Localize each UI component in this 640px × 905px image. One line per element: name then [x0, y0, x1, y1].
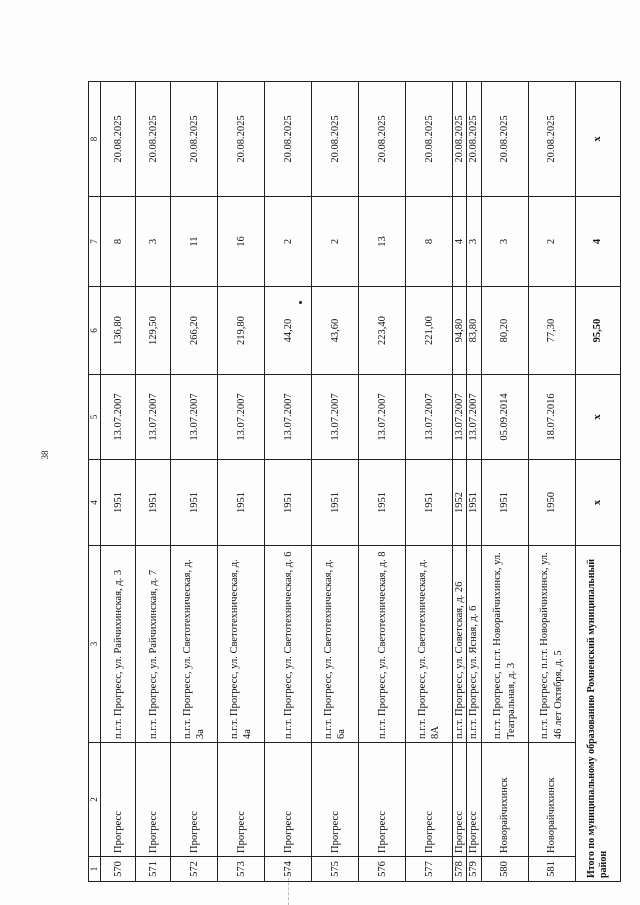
- count-cell: 8: [101, 197, 136, 287]
- address-cell: п.г.т. Прогресс, ул. Светотехническая, д. 8А: [406, 546, 453, 743]
- settlement-cell: Прогресс: [453, 743, 467, 857]
- deadline-cell: 20.08.2025: [481, 82, 528, 197]
- total-deadline: х: [575, 82, 620, 197]
- settlement-cell: Новорайчихинск: [481, 743, 528, 857]
- header-cell: 4: [89, 460, 101, 546]
- deadline-cell: 20.08.2025: [265, 82, 312, 197]
- rotated-table-container: [88, 82, 609, 882]
- settlement-cell: Прогресс: [136, 743, 171, 857]
- row-number-cell: 573: [218, 857, 265, 882]
- year-cell: 1951: [136, 460, 171, 546]
- address-cell: п.г.т. Прогресс, ул. Райчихинская, д. 3: [101, 546, 136, 743]
- table-row: [528, 82, 575, 882]
- table-row: [101, 82, 136, 882]
- row-number-cell: 579: [467, 857, 481, 882]
- deadline-cell: 20.08.2025: [312, 82, 359, 197]
- area-cell: 221,00: [406, 287, 453, 375]
- date-cell: 13.07.2007: [453, 375, 467, 460]
- date-cell: 13.07.2007: [359, 375, 406, 460]
- header-cell: 7: [89, 197, 101, 287]
- count-cell: 13: [359, 197, 406, 287]
- count-cell: 11: [171, 197, 218, 287]
- address-cell: п.г.т. Прогресс, ул. Светотехническая, д. 3а: [171, 546, 218, 743]
- row-number-cell: 575: [312, 857, 359, 882]
- count-cell: 4: [453, 197, 467, 287]
- area-cell: 223,40: [359, 287, 406, 375]
- count-cell: 2: [312, 197, 359, 287]
- row-number-cell: 574: [265, 857, 312, 882]
- table-row: [218, 82, 265, 882]
- row-number-cell: 571: [136, 857, 171, 882]
- settlement-cell: Прогресс: [359, 743, 406, 857]
- row-number-cell: 580: [481, 857, 528, 882]
- table-row: [406, 82, 453, 882]
- area-cell: 136,80: [101, 287, 136, 375]
- count-cell: 3: [467, 197, 481, 287]
- table-row: [467, 82, 481, 882]
- area-cell: 43,60: [312, 287, 359, 375]
- header-row: [89, 82, 101, 882]
- year-cell: 1950: [528, 460, 575, 546]
- deadline-cell: 20.08.2025: [218, 82, 265, 197]
- table-row: [312, 82, 359, 882]
- address-cell: п.г.т. Прогресс, ул. Светотехническая, д. 4а: [218, 546, 265, 743]
- date-cell: 13.07.2007: [136, 375, 171, 460]
- total-row: [575, 82, 620, 882]
- count-cell: 16: [218, 197, 265, 287]
- settlement-cell: Прогресс: [265, 743, 312, 857]
- date-cell: 13.07.2007: [218, 375, 265, 460]
- settlement-cell: Прогресс: [171, 743, 218, 857]
- year-cell: 1951: [481, 460, 528, 546]
- deadline-cell: 20.08.2025: [101, 82, 136, 197]
- table-row: [359, 82, 406, 882]
- date-cell: 13.07.2007: [467, 375, 481, 460]
- deadline-cell: 20.08.2025: [136, 82, 171, 197]
- header-cell: 5: [89, 375, 101, 460]
- year-cell: 1951: [406, 460, 453, 546]
- header-cell: 8: [89, 82, 101, 197]
- year-cell: 1951: [101, 460, 136, 546]
- deadline-cell: 20.08.2025: [406, 82, 453, 197]
- date-cell: 13.07.2007: [406, 375, 453, 460]
- header-cell: 1: [89, 857, 101, 882]
- address-cell: п.г.т. Прогресс, ул. Светотехническая, д. 6а: [312, 546, 359, 743]
- table-row: [481, 82, 528, 882]
- area-cell: 80,20: [481, 287, 528, 375]
- year-cell: 1951: [265, 460, 312, 546]
- address-cell: п.г.т. Прогресс, п.г.т. Новорайчихинск, ул. 46 лет Октября, д. 5: [528, 546, 575, 743]
- total-area: 95,50: [575, 287, 620, 375]
- table-row: [265, 82, 312, 882]
- count-cell: 8: [406, 197, 453, 287]
- settlement-cell: Прогресс: [101, 743, 136, 857]
- table-row: [171, 82, 218, 882]
- year-cell: 1951: [218, 460, 265, 546]
- settlement-cell: Прогресс: [218, 743, 265, 857]
- date-cell: 05.09.2014: [481, 375, 528, 460]
- address-cell: п.г.т. Прогресс, ул. Райчихинская, д. 7: [136, 546, 171, 743]
- deadline-cell: 20.08.2025: [453, 82, 467, 197]
- settlement-cell: Новорайчихинск: [528, 743, 575, 857]
- row-number-cell: 576: [359, 857, 406, 882]
- row-number-cell: 572: [171, 857, 218, 882]
- address-cell: п.г.т. Прогресс, ул. Ясная, д. 6: [467, 546, 481, 743]
- address-cell: п.г.т. Прогресс, ул. Светотехническая, д. 6: [265, 546, 312, 743]
- area-cell: 94,80: [453, 287, 467, 375]
- row-number-cell: 581: [528, 857, 575, 882]
- area-cell: 44,20: [265, 287, 312, 375]
- date-cell: 18.07.2016: [528, 375, 575, 460]
- area-cell: 219,80: [218, 287, 265, 375]
- address-cell: п.г.т. Прогресс, ул. Светотехническая, д. 8: [359, 546, 406, 743]
- table-row: [453, 82, 467, 882]
- year-cell: 1951: [312, 460, 359, 546]
- settlement-cell: Прогресс: [312, 743, 359, 857]
- total-year: х: [575, 460, 620, 546]
- page-number: 38: [40, 450, 50, 460]
- year-cell: 1951: [359, 460, 406, 546]
- total-label: Итого по муниципальному образованию Ромненский муниципальный район: [575, 546, 620, 882]
- settlement-cell: Прогресс: [467, 743, 481, 857]
- address-cell: п.г.т. Прогресс, ул. Советская, д. 26: [453, 546, 467, 743]
- date-cell: 13.07.2007: [312, 375, 359, 460]
- count-cell: 3: [136, 197, 171, 287]
- date-cell: 13.07.2007: [171, 375, 218, 460]
- count-cell: 2: [265, 197, 312, 287]
- total-date: х: [575, 375, 620, 460]
- count-cell: 2: [528, 197, 575, 287]
- area-cell: 129,50: [136, 287, 171, 375]
- row-number-cell: 570: [101, 857, 136, 882]
- area-cell: 77,30: [528, 287, 575, 375]
- year-cell: 1952: [453, 460, 467, 546]
- count-cell: 3: [481, 197, 528, 287]
- header-cell: 2: [89, 743, 101, 857]
- row-number-cell: 577: [406, 857, 453, 882]
- housing-table: [88, 81, 621, 882]
- header-cell: 6: [89, 287, 101, 375]
- deadline-cell: 20.08.2025: [359, 82, 406, 197]
- table-row: [136, 82, 171, 882]
- deadline-cell: 20.08.2025: [467, 82, 481, 197]
- year-cell: 1951: [467, 460, 481, 546]
- year-cell: 1951: [171, 460, 218, 546]
- area-cell: 266,20: [171, 287, 218, 375]
- area-cell: 83,80: [467, 287, 481, 375]
- header-cell: 3: [89, 546, 101, 743]
- date-cell: 13.07.2007: [101, 375, 136, 460]
- settlement-cell: Прогресс: [406, 743, 453, 857]
- address-cell: п.г.т. Прогресс, п.г.т. Новорайчихинск, ул. Театральная, д. 3: [481, 546, 528, 743]
- total-count: 4: [575, 197, 620, 287]
- deadline-cell: 20.08.2025: [171, 82, 218, 197]
- deadline-cell: 20.08.2025: [528, 82, 575, 197]
- row-number-cell: 578: [453, 857, 467, 882]
- date-cell: 13.07.2007: [265, 375, 312, 460]
